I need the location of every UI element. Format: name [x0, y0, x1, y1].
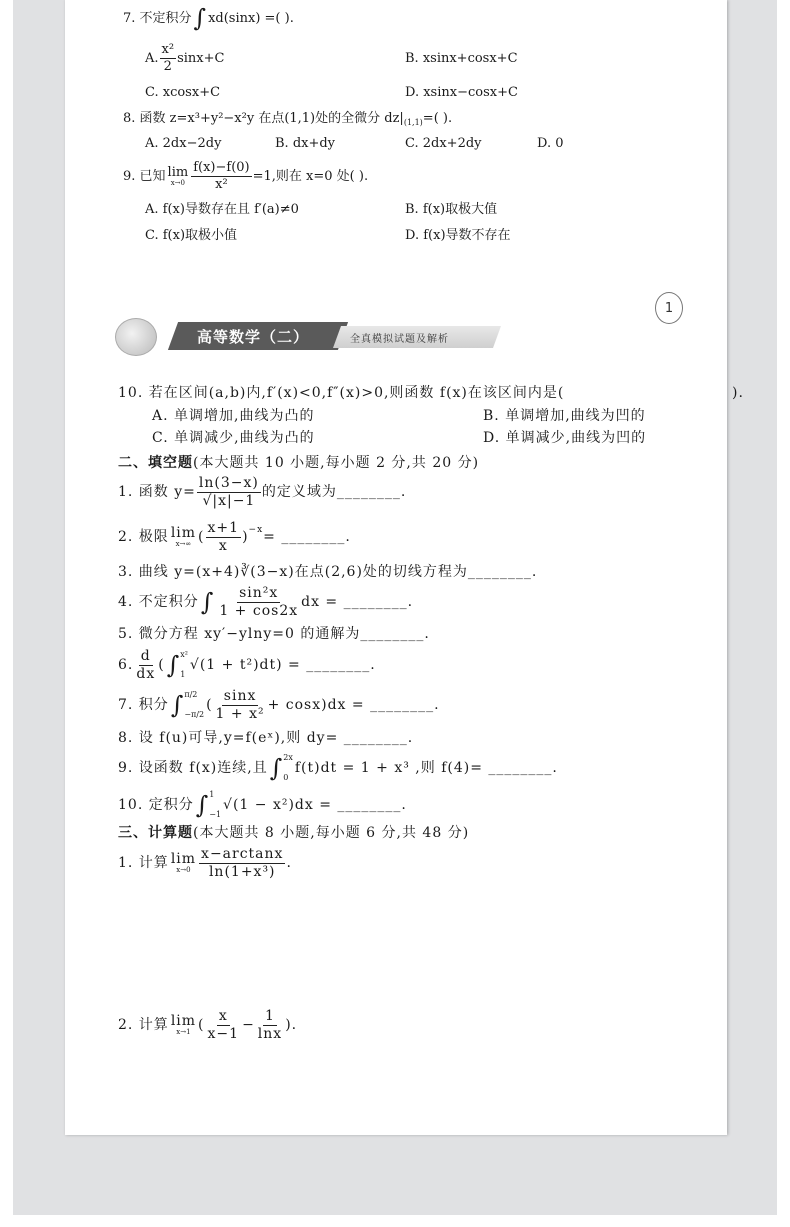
line-text: C. 单调减少,曲线为凸的 [152, 430, 315, 446]
question-line [145, 134, 221, 152]
limit-subscript: x→1 [176, 1028, 191, 1036]
line-text: =1,则在 x=0 处( ). [252, 168, 369, 184]
question-line [118, 1007, 298, 1042]
line-text: (本大题共 8 小题,每小题 6 分,共 48 分) [193, 825, 470, 841]
fraction-denominator: √|x|−1 [202, 492, 256, 509]
line-text: B. 单调增加,曲线为凹的 [483, 408, 646, 424]
line-text: + cosx)dx = ________. [267, 697, 440, 713]
line-text: B. xsinx+cosx+C [405, 50, 518, 66]
question-line [118, 687, 440, 722]
limit [168, 166, 189, 187]
fraction-denominator: x² [215, 176, 228, 192]
integral [171, 691, 204, 719]
line-text: 7. 不定积分 [123, 10, 192, 26]
question-line [405, 200, 497, 218]
line-text: A. f(x)导数存在且 f′(a)≠0 [145, 201, 299, 217]
limit-subscript: x→0 [176, 866, 191, 874]
fraction [160, 43, 177, 73]
line-text: C. xcosx+C [145, 84, 221, 100]
fraction-numerator: f(x)−f(0) [193, 159, 250, 175]
line-text: 9. 已知 [123, 168, 166, 184]
integral [167, 651, 188, 679]
question-line [118, 563, 537, 581]
line-text: D. f(x)导数不存在 [405, 227, 511, 243]
fraction-numerator: x−arctanx [201, 845, 284, 862]
line-text: 6. [118, 657, 134, 673]
question-line [118, 454, 479, 472]
limit-operator: lim [170, 1013, 197, 1029]
line-text: C. f(x)取极小值 [145, 227, 238, 243]
integral-limits [180, 651, 188, 679]
fraction-denominator: x−1 [207, 1025, 240, 1042]
subscript: (1,1) [403, 118, 423, 127]
integral-upper: 2x [283, 753, 293, 762]
limit-operator: lim [170, 851, 197, 867]
integral-sign-icon: ∫ [193, 4, 207, 32]
question-line [145, 83, 220, 101]
line-text: √(1 + t²)dt) = ________. [189, 657, 376, 673]
line-text: D. 0 [537, 135, 564, 151]
integral [270, 754, 293, 782]
fraction [206, 521, 242, 553]
line-text: 10. 若在区间(a,b)内,f′(x)<0,f″(x)>0,则函数 f(x)在该区间内是( [118, 385, 565, 401]
integral-sign-icon: ∫ [200, 588, 215, 616]
line-text: A. 2dx−2dy [145, 135, 222, 151]
section-heading: 三、计算题 [118, 825, 193, 841]
limit-subscript: x→0 [170, 178, 186, 187]
question-line [118, 790, 407, 819]
line-text: 8. 设 f(u)可导,y=f(eˣ),则 dy= ________. [118, 730, 414, 746]
line-text: sinx+C [177, 50, 225, 66]
fraction-numerator: x [218, 1007, 228, 1024]
line-text: 10. 定积分 [118, 797, 194, 813]
section-heading: 二、填空题 [118, 455, 193, 471]
fraction-numerator: x+1 [207, 519, 240, 536]
fraction-numerator: sin²x [239, 584, 279, 601]
question-line [275, 134, 335, 152]
integral-sign-icon: ∫ [195, 791, 210, 819]
integral-limits [209, 791, 221, 819]
question-line [118, 519, 351, 554]
fraction [134, 649, 157, 681]
fraction-numerator: x² [161, 41, 175, 57]
question-line [123, 4, 294, 32]
fraction-denominator: 1 + cos2x [219, 602, 299, 619]
question-line [118, 584, 414, 619]
limit-operator: lim [167, 164, 189, 180]
question-line [123, 109, 452, 127]
banner-subtitle: 全真模拟试题及解析 [350, 334, 449, 345]
line-text: f(t)dt = 1 + x³ ,则 f(4)= ________. [294, 760, 558, 776]
question-line [145, 41, 225, 74]
line-text: 9. 设函数 f(x)连续,且 [118, 760, 268, 776]
fraction-numerator: d [140, 647, 151, 664]
line-text: C. 2dx+2dy [405, 135, 482, 151]
scroll-quill-icon [115, 318, 157, 356]
question-line [152, 429, 315, 447]
integral-limits [184, 691, 204, 719]
question-line [118, 384, 564, 402]
section-banner [115, 316, 505, 356]
line-text: 7. 积分 [118, 697, 169, 713]
line-text: = ________. [263, 529, 351, 545]
integral-sign-icon: ∫ [166, 651, 181, 679]
integral-upper: x² [180, 650, 188, 659]
superscript: −x [248, 524, 264, 535]
limit-operator: lim [170, 525, 197, 541]
limit-subscript: x→∞ [175, 540, 192, 548]
line-text: (本大题共 10 小题,每小题 2 分,共 20 分) [193, 455, 480, 471]
limit [171, 852, 196, 874]
fraction [191, 161, 251, 191]
fraction-denominator: dx [136, 665, 156, 682]
line-text: xd(sinx) =( ). [208, 10, 294, 26]
line-text: D. 单调减少,曲线为凹的 [483, 430, 647, 446]
fraction-denominator: ln(1+x³) [208, 863, 276, 880]
question-line [118, 474, 407, 509]
line-text: =( ). [422, 110, 453, 126]
line-text: 的定义域为________. [261, 484, 407, 500]
integral-lower: −π/2 [184, 710, 205, 719]
integral-upper: 1 [209, 790, 215, 799]
fraction [206, 1009, 242, 1041]
fraction-denominator: 1 + x² [215, 705, 265, 722]
line-text: 2. 计算 [118, 1017, 169, 1033]
integral-sign-icon: ∫ [170, 691, 185, 719]
line-text: B. f(x)取极大值 [405, 201, 498, 217]
fraction [214, 689, 267, 721]
question-line [405, 49, 518, 67]
question-line [118, 753, 558, 782]
line-text: 1. 函数 y= [118, 484, 196, 500]
question-line [118, 647, 376, 682]
line-text: − [242, 1017, 255, 1033]
page-number: 1 [655, 292, 683, 324]
integral [196, 791, 221, 819]
line-text: D. xsinx−cosx+C [405, 84, 518, 100]
question-line [732, 384, 744, 402]
question-line [537, 134, 564, 152]
integral-sign-icon: ∫ [269, 754, 284, 782]
integral-limits [283, 754, 293, 782]
fraction-denominator: lnx [257, 1025, 283, 1042]
integral [201, 590, 215, 614]
question-line [152, 407, 314, 425]
fraction-numerator: ln(3−x) [198, 474, 259, 491]
line-text: 8. 函数 z=x³+y²−x²y 在点(1,1)处的全微分 dz| [123, 110, 404, 126]
question-line [145, 226, 237, 244]
question-line [405, 226, 511, 244]
line-text: ( [198, 529, 205, 545]
limit [171, 1014, 196, 1036]
line-text: ). [285, 1017, 298, 1033]
question-line [118, 625, 430, 643]
integral-upper: π/2 [184, 690, 198, 699]
fraction [217, 586, 300, 618]
integral-lower: 0 [283, 773, 289, 782]
line-text: 5. 微分方程 xy′−ylny=0 的通解为________. [118, 626, 430, 642]
integral [194, 6, 207, 30]
banner-title: 高等数学（二） [197, 328, 310, 346]
line-text: A. 单调增加,曲线为凸的 [152, 408, 315, 424]
question-line [123, 159, 369, 192]
line-text: ( [158, 657, 165, 673]
fraction-denominator: x [218, 537, 228, 554]
line-text: 2. 极限 [118, 529, 169, 545]
question-line [405, 83, 518, 101]
integral-lower: −1 [209, 810, 222, 819]
line-text: ( [206, 697, 213, 713]
fraction [199, 847, 285, 879]
line-text: √(1 − x²)dx = ________. [223, 797, 407, 813]
fraction [256, 1009, 284, 1041]
question-line [483, 407, 646, 425]
line-text: A. [145, 50, 159, 66]
line-text: dx = ________. [301, 594, 414, 610]
question-line [118, 729, 413, 747]
line-text: ) [242, 529, 249, 545]
fraction-denominator: 2 [163, 58, 172, 74]
integral-lower: 1 [180, 670, 186, 679]
question-line [145, 200, 299, 218]
fraction-numerator: 1 [265, 1007, 275, 1024]
question-line [118, 824, 469, 842]
line-text: 4. 不定积分 [118, 594, 199, 610]
question-line [483, 429, 646, 447]
line-text: B. dx+dy [275, 135, 336, 151]
line-text: ( [198, 1017, 205, 1033]
line-text: . [286, 855, 292, 871]
fraction-numerator: sinx [223, 687, 257, 704]
line-text: ). [732, 385, 744, 401]
line-text: 1. 计算 [118, 855, 169, 871]
question-line [405, 134, 482, 152]
question-line [118, 845, 292, 880]
line-text: 3. 曲线 y=(x+4)∛(3−x)在点(2,6)处的切线方程为________. [118, 564, 538, 580]
limit [171, 526, 196, 548]
fraction [197, 476, 261, 508]
